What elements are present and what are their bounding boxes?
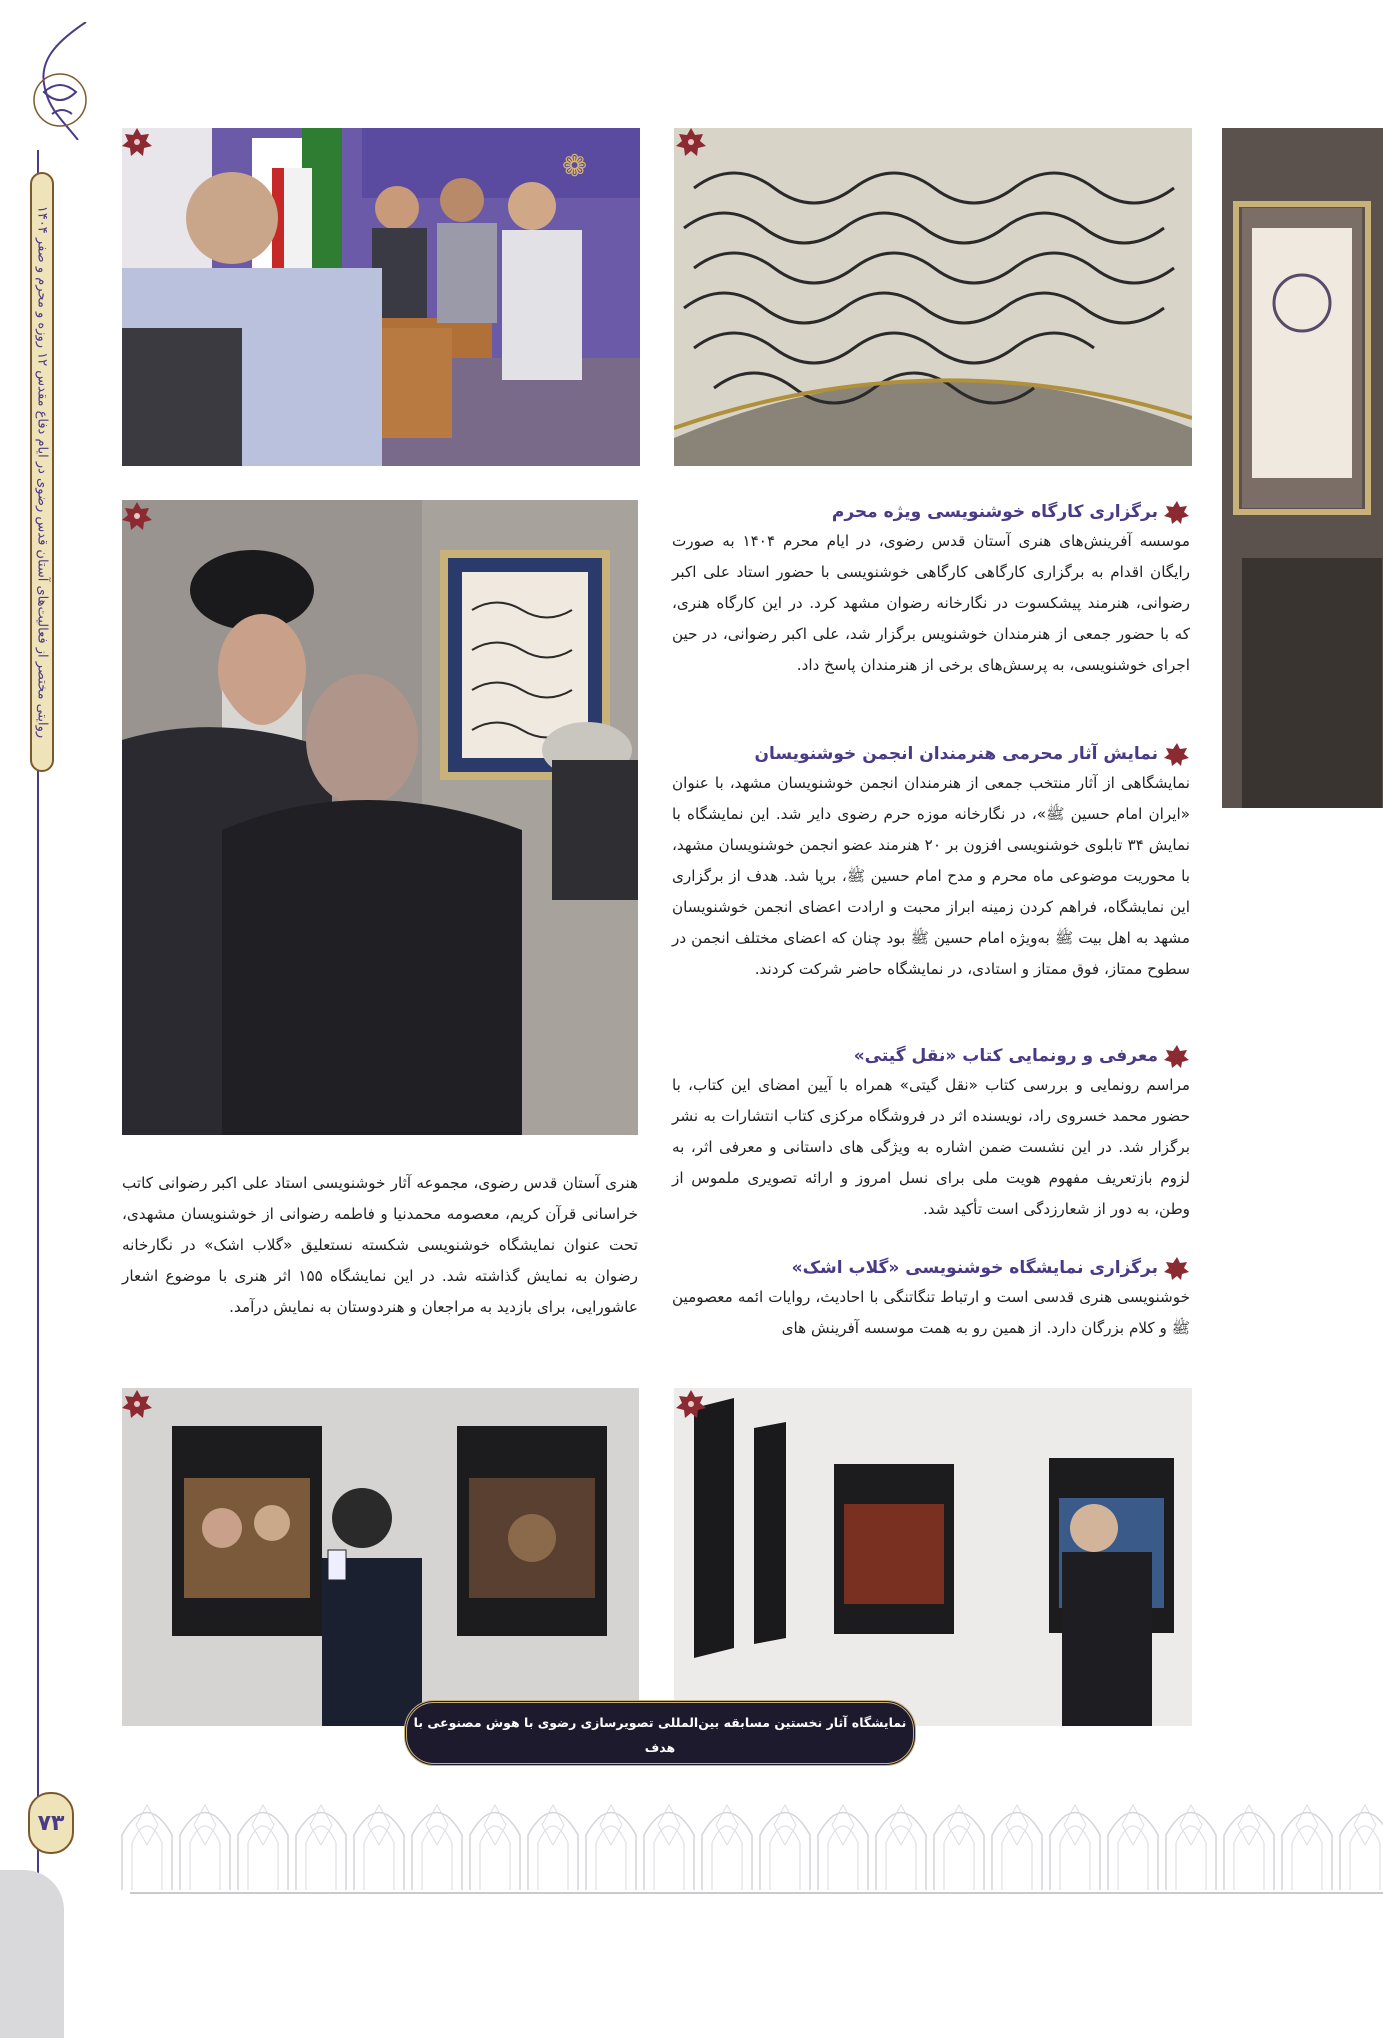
corner-decoration (0, 1870, 64, 2038)
flower-bullet-icon (1164, 1256, 1190, 1280)
magazine-logo (16, 22, 104, 140)
flower-icon (676, 126, 706, 156)
flower-bullet-icon (1164, 500, 1190, 524)
article-body: نمایشگاهی از آثار منتخب جمعی از هنرمندان انجمن خوشنویسان مشهد، با عنوان «ایران امام حسین ﷺ»، در نگارخانه موزه حرم رضوی دایر شد. این نمایشگاه با نمایش ۳۴ تابلوی خوشنویسی افزون بر ۲۰ هنرمند عضو انجمن خوشنویسان مشهد، با محوریت موضوعی ماه محرم و مدح امام حسین ﷺ، برپا شد. هدف از برگزاری این نمایشگاه، فراهم کردن زمینه ابراز محبت و ارادت اعضای انجمن خوشنویسان مشهد به اهل بیت ﷺ به‌ویژه امام حسین ﷺ بود چنان که اعضای مختلف انجمن در سطوح ممتاز، فوق ممتاز و استادی، در نمایشگاه حاضر شرکت کردند. (672, 774, 1190, 978)
article-calligraphers-exhibition (672, 742, 1190, 985)
article-golab-ashk-continuation (122, 1168, 638, 1323)
caption-line-1: نمایشگاه آثار نخستین مسابقه بین‌المللی تصویرسازی رضوی با هوش مصنوعی با هدف (413, 1715, 907, 1755)
flower-icon (122, 1388, 152, 1418)
article-golab-ashk-exhibition (672, 1256, 1190, 1344)
photo-caption (404, 1700, 916, 1780)
rail-title: روایتی مختصر از فعالیت‌های آستان قدس رضوی در ایام دفاع مقدس ۱۲ روزه و محرم و صفر ۱۴۰۴ (34, 205, 50, 739)
flower-icon (122, 126, 152, 156)
article-calligraphy-workshop (672, 500, 1190, 681)
bottom-rule (130, 1892, 1383, 1894)
photo-clerics-at-exhibition (122, 500, 638, 1135)
flower-bullet-icon (1164, 742, 1190, 766)
article-body: خوشنویسی هنری قدسی است و ارتباط تنگاتنگی با احادیث، روایات ائمه معصومین ﷺ و کلام بزرگان دارد. از همین رو به همت موسسه آفرینش های (672, 1288, 1190, 1337)
flower-bullet-icon (1164, 1044, 1190, 1068)
photo-press-session (122, 128, 640, 466)
article-body: مراسم رونمایی و بررسی کتاب «نقل گیتی» همراه با آیین امضای این کتاب، با حضور محمد خسروی راد، نویسنده اثر در فروشگاه مرکزی کتاب انتشارات به نشر برگزار شد. در این نشست ضمن اشاره به ویژگی های داستانی و معرفی اثر، به لزوم بازتعریف مفهوم هویت ملی برای نسل امروز و ارائه تصویری ملموس از وطن، به دور از شعارزدگی است تأکید شد. (672, 1076, 1190, 1218)
article-book-unveiling (672, 1044, 1190, 1225)
article-title: نمایش آثار محرمی هنرمندان انجمن خوشنویسان (672, 742, 1190, 766)
article-title: معرفی و رونمایی کتاب «نقل گیتی» (672, 1044, 1190, 1068)
photo-poster-exhibition-right (674, 1388, 1192, 1726)
photo-exhibition-wall-edge (1222, 128, 1383, 808)
page-number: ۷۳ (28, 1792, 74, 1854)
article-body: موسسه آفرینش‌های هنری آستان قدس رضوی، در ایام محرم ۱۴۰۴ به صورت رایگان اقدام به برگزاری کارگاهی کارگاهی خوشنویسی با حضور استاد علی اکبر رضوانی، هنرمند پیشکسوت در نگارخانه رضوان مشهد کرد. در این کارگاه هنری، که با حضور جمعی از هنرمندان خوشنویس برگزار شد، علی اکبر رضوانی، در حین اجرای خوشنویسی، به پرسش‌های برخی از هنرمندان پاسخ داد. (672, 532, 1190, 674)
svg-text:❁: ❁ (562, 149, 588, 184)
article-body: هنری آستان قدس رضوی، مجموعه آثار خوشنویسی استاد علی اکبر رضوانی کاتب خراسانی قرآن کریم، معصومه محمدنیا و فاطمه رضوانی از خوشنویسان مشهدی، تحت عنوان نمایشگاه خوشنویسی شکسته نستعلیق «گلاب اشک» در نگارخانه رضوان به نمایش گذاشته شد. در این نمایشگاه ۱۵۵ اثر هنری با موضوع اشعار عاشورایی، برای بازدید به مراجعان و هنردوستان به نمایش درآمد. (122, 1174, 638, 1316)
caption-line-2: ترویج و توسعه هنر نوین در راستای تعمیق شناخت و ترویج فرهنگ و معارف رضوی (408, 1765, 912, 1780)
photo-poster-exhibition-left (122, 1388, 639, 1726)
photo-calligraphy-closeup (674, 128, 1192, 466)
flower-icon (122, 500, 152, 530)
flower-icon (676, 1388, 706, 1418)
article-title: برگزاری نمایشگاه خوشنویسی «گلاب اشک» (672, 1256, 1190, 1280)
bottom-arch-pattern (118, 1795, 1383, 1890)
article-title: برگزاری کارگاه خوشنویسی ویژه محرم (672, 500, 1190, 524)
